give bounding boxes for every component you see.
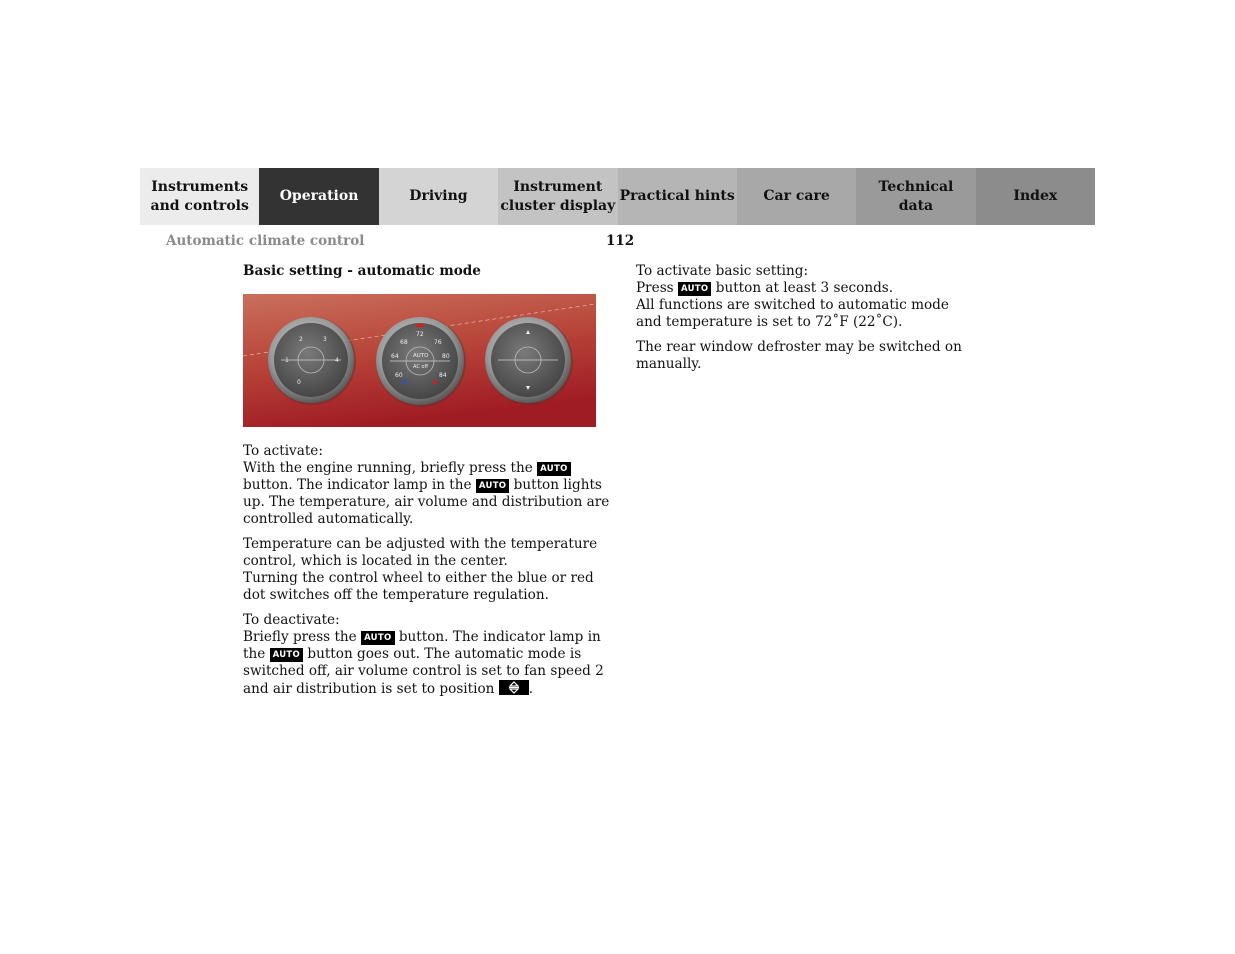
climate-control-panel-image — [243, 294, 596, 427]
tab-label-line1: Driving — [409, 188, 468, 204]
section-heading: Basic setting - automatic mode — [243, 263, 481, 279]
rear-defroster-paragraph: The rear window defroster may be switched on manually. — [636, 339, 962, 372]
tab-label-line1: Operation — [279, 188, 359, 204]
activate-text-3: button lights up. The temperature, air volume and distribution are controlled automatically. — [243, 477, 610, 527]
fan-num: 0 — [297, 379, 301, 386]
auto-button-icon: AUTO — [476, 479, 509, 493]
activate-label: To activate: — [243, 443, 323, 459]
activate-paragraph — [243, 443, 613, 528]
tab-technical-data[interactable] — [856, 168, 975, 225]
tab-label-line1: Practical hints — [619, 188, 735, 204]
tab-operation[interactable] — [259, 168, 378, 225]
tab-label-line2: and controls — [150, 197, 249, 214]
basic-setting-text-3: All functions are switched to automatic mode and temperature is set to 72˚F (22˚C). — [636, 297, 949, 330]
temperature-dial — [376, 317, 466, 407]
temp-num: 84 — [439, 372, 447, 379]
temp-num: 68 — [400, 339, 408, 346]
deactivate-text-1: Briefly press the — [243, 629, 357, 645]
fan-num: 2 — [299, 336, 303, 343]
basic-setting-paragraph — [636, 263, 976, 331]
deactivate-text-4: . — [528, 681, 534, 697]
fan-num: 1 — [285, 357, 289, 364]
fan-num: 4 — [335, 357, 339, 364]
temp-num: 72 — [416, 331, 424, 338]
deactivate-paragraph — [243, 612, 613, 698]
tab-label-line1: Instrument — [513, 178, 603, 195]
auto-button-icon: AUTO — [537, 462, 570, 476]
temperature-paragraph — [243, 536, 613, 604]
tab-car-care[interactable] — [737, 168, 856, 225]
temperature-text-1: Temperature can be adjusted with the temperature control, which is located in the center. — [243, 536, 598, 569]
tab-practical-hints[interactable] — [618, 168, 737, 225]
auto-label: AUTO — [413, 353, 429, 359]
basic-setting-label: To activate basic setting: — [636, 263, 809, 279]
tab-label-line1: Car care — [763, 188, 830, 204]
deactivate-text-2: button. The indicator lamp in the — [243, 629, 601, 662]
fan-dial — [268, 317, 356, 405]
temp-num: 64 — [391, 353, 399, 360]
temperature-text-2: Turning the control wheel to either the blue or red dot switches off the temperature regulation. — [243, 570, 594, 603]
tab-instrument-cluster-display[interactable] — [498, 168, 617, 225]
air-distribution-dial — [485, 317, 573, 405]
activate-text-2: button. The indicator lamp in the — [243, 477, 472, 493]
ac-off-label: AC off — [413, 364, 428, 370]
tab-label-line2: cluster display — [500, 197, 616, 214]
auto-button-icon: AUTO — [678, 282, 711, 296]
section-title: Automatic climate control — [166, 233, 365, 249]
basic-setting-text-1: Press — [636, 280, 674, 296]
blue-dot — [403, 380, 407, 384]
page-number: 112 — [606, 233, 635, 249]
tab-label-line1: Technical — [878, 178, 954, 195]
activate-text-1: With the engine running, briefly press the — [243, 460, 533, 476]
auto-button-icon: AUTO — [361, 631, 394, 645]
tab-driving[interactable] — [379, 168, 498, 225]
temp-num: 76 — [434, 339, 442, 346]
chapter-nav — [140, 168, 1095, 225]
tab-instruments-and-controls[interactable] — [140, 168, 259, 225]
fan-num: 3 — [323, 336, 327, 343]
red-dot — [433, 380, 437, 384]
deactivate-text-3: button goes out. The automatic mode is switched off, air volume control is set to fan speed 2 and air distribution is set to position — [243, 646, 604, 697]
temp-num: 80 — [442, 353, 450, 360]
auto-button-icon: AUTO — [270, 648, 303, 662]
right-column — [636, 263, 976, 381]
tab-label-line2: data — [898, 197, 934, 214]
tab-label-line1: Index — [1013, 188, 1058, 204]
air-distribution-position-icon — [499, 680, 529, 695]
basic-setting-text-2: button at least 3 seconds. — [715, 280, 894, 296]
deactivate-label: To deactivate: — [243, 612, 340, 628]
left-column — [243, 263, 613, 706]
temp-num: 60 — [395, 372, 403, 379]
tab-index[interactable] — [976, 168, 1095, 225]
tab-label-line1: Instruments — [151, 178, 249, 195]
